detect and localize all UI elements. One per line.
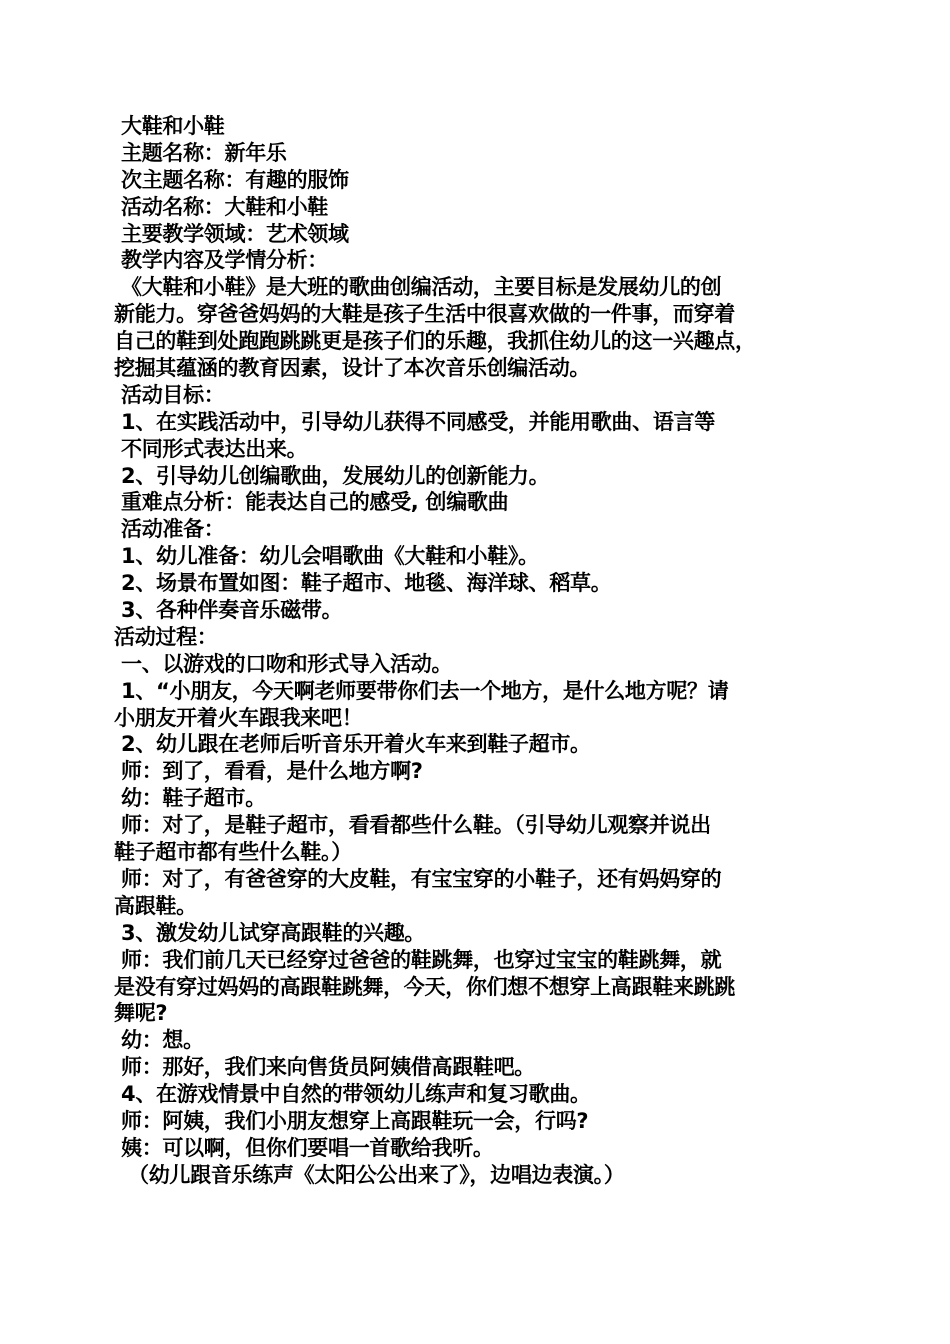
text-line: 次主题名称：有趣的服饰 <box>114 167 349 192</box>
text-line: 3、各种伴奏音乐磁带。 <box>114 598 343 623</box>
text-line: 2、场景布置如图：鞋子超市、地毯、海洋球、稻草。 <box>114 571 612 596</box>
text-line: 《大鞋和小鞋》是大班的歌曲创编活动，主要目标是发展幼儿的创 <box>114 275 722 300</box>
text-line: 大鞋和小鞋 <box>114 114 225 138</box>
text-line: 主题名称：新年乐 <box>114 140 287 165</box>
text-line: 幼：鞋子超市。 <box>114 786 266 811</box>
text-line: 舞呢? <box>114 1001 168 1026</box>
text-line: 师：对了，有爸爸穿的大皮鞋，有宝宝穿的小鞋子，还有妈妈穿的 <box>114 866 722 891</box>
text-line: 4、在游戏情景中自然的带领幼儿练声和复习歌曲。 <box>114 1082 591 1107</box>
text-line: 师：我们前几天已经穿过爸爸的鞋跳舞，也穿过宝宝的鞋跳舞，就 <box>114 947 722 972</box>
text-line: 教学内容及学情分析： <box>114 248 329 273</box>
text-line: 3、激发幼儿试穿高跟鞋的兴趣。 <box>114 920 426 945</box>
text-line: 1、幼儿准备：幼儿会唱歌曲《大鞋和小鞋》。 <box>114 544 539 569</box>
text-line: 一、以游戏的口吻和形式导入活动。 <box>114 651 453 676</box>
text-line: 师：阿姨，我们小朋友想穿上高跟鞋玩一会，行吗? <box>114 1108 589 1133</box>
text-line: 鞋子超市都有些什么鞋。） <box>114 840 352 865</box>
text-line: 不同形式表达出来。 <box>114 436 308 461</box>
text-line: （幼儿跟音乐练声《太阳公公出来了》，边唱边表演。） <box>114 1162 625 1187</box>
text-line: 活动过程： <box>114 624 218 649</box>
text-line: 高跟鞋。 <box>114 893 197 918</box>
text-line: 新能力。穿爸爸妈妈的大鞋是孩子生活中很喜欢做的一件事，而穿着 <box>114 302 735 327</box>
text-line: 幼：想。 <box>114 1028 204 1053</box>
text-line: 自己的鞋到处跑跑跳跳更是孩子们的乐趣，我抓住幼儿的这一兴趣点， <box>114 329 756 354</box>
text-line: 1、在实践活动中，引导幼儿获得不同感受，并能用歌曲、语言等 <box>114 409 715 434</box>
text-line: 活动名称：大鞋和小鞋 <box>114 194 329 219</box>
text-line: 1、“小朋友，今天啊老师要带你们去一个地方，是什么地方呢？请 <box>114 678 729 703</box>
text-line: 活动准备： <box>114 517 225 542</box>
document-body <box>114 113 844 1189</box>
text-line: 姨：可以啊，但你们要唱一首歌给我听。 <box>114 1135 494 1160</box>
text-line: 挖掘其蕴涵的教育因素，设计了本次音乐创编活动。 <box>114 356 591 381</box>
text-line: 活动目标： <box>114 382 225 407</box>
text-line: 师：到了，看看，是什么地方啊? <box>114 759 423 784</box>
text-line: 重难点分析：能表达自己的感受, 创编歌曲 <box>114 490 509 515</box>
text-line: 主要教学领域：艺术领域 <box>114 221 349 246</box>
text-line: 2、幼儿跟在老师后听音乐开着火车来到鞋子超市。 <box>114 732 591 757</box>
text-line: 小朋友开着火车跟我来吧！ <box>114 705 363 730</box>
text-line: 师：那好，我们来向售货员阿姨借高跟鞋吧。 <box>114 1055 536 1080</box>
text-line: 是没有穿过妈妈的高跟鞋跳舞，今天，你们想不想穿上高跟鞋来跳跳 <box>114 974 735 999</box>
text-line: 师：对了，是鞋子超市，看看都些什么鞋。（引导幼儿观察并说出 <box>114 813 711 838</box>
text-line: 2、引导幼儿创编歌曲，发展幼儿的创新能力。 <box>114 463 550 488</box>
